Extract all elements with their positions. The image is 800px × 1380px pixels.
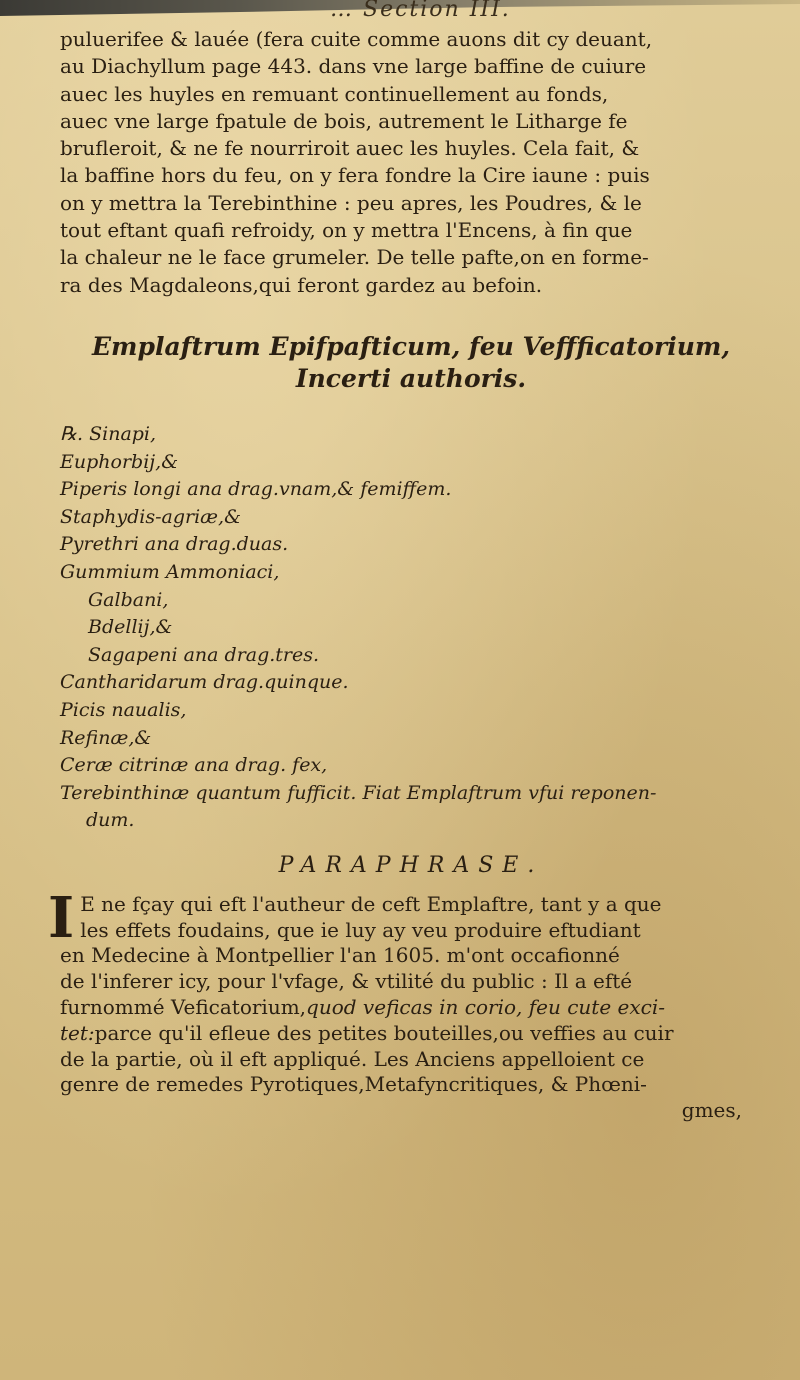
recipe-ingredient: dum.	[86, 809, 135, 832]
paragraph-preparation	[60, 0, 762, 299]
text-line: auec les huyles en remuant continuellement au fonds,	[60, 81, 609, 106]
text-line: en Medecine à Montpellier l'an 1605. m'ont occafionné	[60, 943, 620, 968]
text-line: brufleroit, & ne fe nourriroit auec les huyles. Cela fait, &	[60, 136, 640, 161]
drop-cap: I	[48, 884, 75, 951]
text-line: puluerifee & lauée (fera cuite comme auons dit cy deuant,	[60, 27, 653, 51]
heading-title: Emplaftrum Epifpafticum, feu Veffficatorium,	[91, 331, 731, 361]
recipe-ingredient: ℞. Sinapi,	[60, 422, 157, 445]
recipe-ingredient: Staphydis-agriæ,&	[60, 505, 241, 528]
text-line: tout eftant quafi refroidy, on y mettra l'Encens, à fin que	[60, 218, 633, 243]
italic-start: tet:	[60, 1020, 95, 1045]
text-line: E ne fçay qui eft l'autheur de ceft Emplaftre, tant y a que	[80, 891, 662, 916]
running-head: … Section III.	[330, 0, 511, 22]
recipe-ingredient: Euphorbij,&	[60, 450, 179, 473]
text-run: furnommé Veficatorium,	[60, 995, 307, 1020]
recipe-list	[60, 421, 762, 835]
text-line: la chaleur ne le face grumeler. De telle pafte,on en forme-	[60, 245, 649, 270]
recipe-ingredient: Sagapeni ana drag.tres.	[88, 643, 320, 666]
recipe-ingredient: Picis naualis,	[60, 698, 187, 721]
italic-phrase: quod veficas in corio, feu cute exci-	[306, 995, 666, 1020]
section-heading	[60, 331, 762, 395]
recipe-ingredient: Gummium Ammoniaci,	[60, 560, 280, 583]
text-line: la baffine hors du feu, on y fera fondre la Cire iaune : puis	[60, 163, 650, 188]
catchword: gmes,	[681, 1098, 742, 1123]
text-line	[60, 995, 762, 1021]
paraphrase-heading: PARAPHRASE.	[278, 852, 544, 878]
text-line: on y mettra la Terebinthine : peu apres, les Poudres, & le	[60, 190, 642, 215]
recipe-ingredient: Pyrethri ana drag.duas.	[60, 533, 289, 556]
recipe-ingredient: Ceræ citrinæ ana drag. fex,	[60, 754, 328, 777]
text-line: les effets foudains, que ie luy ay veu produire eftudiant	[80, 917, 641, 942]
text-line: de l'inferer icy, pour l'vfage, & vtilité du public : Il a efté	[60, 969, 633, 994]
paragraph-paraphrase	[48, 884, 762, 1124]
recipe-ingredient: Terebinthinæ quantum fufficit. Fiat Emplaftrum vfui reponen-	[60, 781, 657, 804]
text-line: au Diachyllum page 443. dans vne large baffine de cuiure	[60, 54, 647, 79]
text-line: ra des Magdaleons,qui feront gardez au befoin.	[60, 272, 543, 297]
recipe-ingredient: Refinæ,&	[60, 726, 152, 749]
heading-author: Incerti authoris.	[295, 363, 527, 393]
recipe-ingredient: Bdellij,&	[88, 616, 173, 639]
recipe-ingredient: Piperis longi ana drag.vnam,& femiffem.	[60, 478, 452, 501]
text-line: genre de remedes Pyrotiques,Metafyncritiques, & Phœni-	[60, 1072, 647, 1097]
text-run: parce qu'il efleue des petites bouteilles,ou veffies au cuir	[94, 1020, 674, 1045]
recipe-ingredient: Galbani,	[88, 588, 169, 611]
text-line	[60, 1021, 762, 1047]
text-line: auec vne large fpatule de bois, autrement le Litharge fe	[60, 108, 628, 133]
recipe-ingredient: Cantharidarum drag.quinque.	[60, 671, 349, 694]
text-line: de la partie, où il eft appliqué. Les Anciens appelloient ce	[60, 1046, 645, 1071]
